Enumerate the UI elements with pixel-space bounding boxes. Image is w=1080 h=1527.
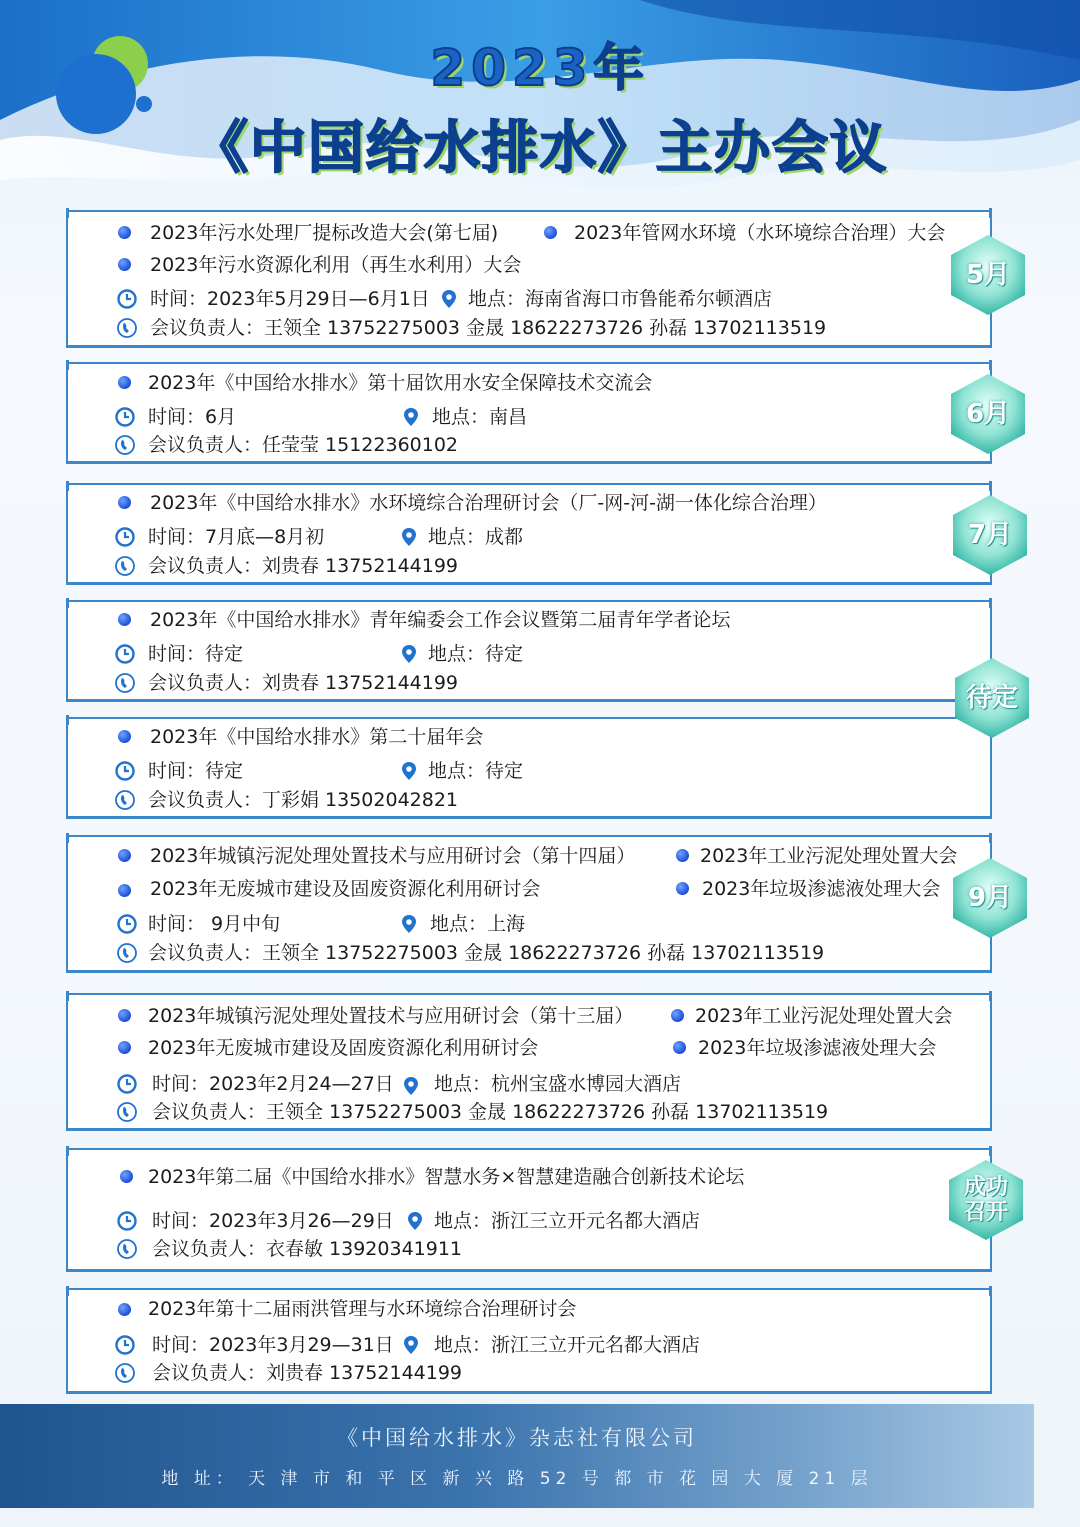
phone-icon — [116, 317, 138, 339]
clock-icon — [116, 288, 138, 310]
conference-card-february — [66, 993, 992, 1131]
bullet-dot-icon — [118, 613, 131, 626]
badge-label: 9月 — [967, 883, 1013, 913]
bullet-dot-icon — [676, 849, 689, 862]
badge-label: 6月 — [965, 399, 1011, 429]
conference-place: 地点：浙江三立开元名都大酒店 — [434, 1334, 701, 1356]
conference-time: 时间：2023年5月29日—6月1日 — [150, 288, 430, 310]
conference-contact: 会议负责人：衣春敏 13920341911 — [152, 1238, 463, 1260]
conference-card-september — [66, 835, 992, 973]
conference-topic: 2023年工业污泥处理处置大会 — [695, 1005, 953, 1027]
conference-contact: 会议负责人：刘贵春 13752144199 — [148, 672, 459, 694]
conference-place: 地点：待定 — [428, 760, 524, 782]
conference-card-june — [66, 362, 992, 464]
badge-tbd — [950, 656, 1034, 740]
conference-time: 时间：2023年3月26—29日 — [152, 1210, 394, 1232]
conference-topic: 2023年《中国给水排水》青年编委会工作会议暨第二届青年学者论坛 — [150, 609, 731, 631]
badge-september — [948, 856, 1032, 940]
conference-time: 时间： 9月中旬 — [148, 913, 281, 935]
conference-place: 地点：成都 — [428, 526, 524, 548]
conference-place: 地点：上海 — [430, 913, 526, 935]
conference-topic: 2023年《中国给水排水》水环境综合治理研讨会（厂-网-河-湖一体化综合治理） — [150, 492, 827, 514]
conference-time: 时间：待定 — [148, 643, 244, 665]
conference-card-youth-forum — [66, 600, 992, 702]
phone-icon — [114, 789, 136, 811]
clock-icon — [114, 760, 136, 782]
conference-contact: 会议负责人：任莹莹 15122360102 — [148, 434, 459, 456]
badge-held — [944, 1158, 1028, 1242]
bullet-dot-icon — [118, 884, 131, 897]
clock-icon — [114, 643, 136, 665]
bullet-dot-icon — [118, 1009, 131, 1022]
conference-time: 时间：6月 — [148, 406, 237, 428]
conference-topic: 2023年无废城市建设及固废资源化利用研讨会 — [148, 1037, 539, 1059]
conference-place: 地点：浙江三立开元名都大酒店 — [434, 1210, 701, 1232]
conference-topic: 2023年《中国给水排水》第十届饮用水安全保障技术交流会 — [148, 372, 653, 394]
location-pin-icon — [400, 406, 422, 428]
conference-card-july — [66, 483, 992, 585]
conference-contact: 会议负责人：王领全 13752275003 金晟 18622273726 孙磊 13702113519 — [152, 1101, 829, 1123]
conference-topic: 2023年污水处理厂提标改造大会(第七届) — [150, 222, 499, 244]
clock-icon — [114, 526, 136, 548]
conference-card-may — [66, 210, 992, 348]
conference-time: 时间：7月底—8月初 — [148, 526, 325, 548]
conference-place: 地点：杭州宝盛水博园大酒店 — [434, 1073, 682, 1095]
phone-icon — [116, 1238, 138, 1260]
bullet-dot-icon — [544, 226, 557, 239]
conference-topic: 2023年管网水环境（水环境综合治理）大会 — [574, 222, 946, 244]
conference-topic: 2023年城镇污泥处理处置技术与应用研讨会（第十四届） — [150, 845, 636, 867]
clock-icon — [116, 1073, 138, 1095]
location-pin-icon — [398, 760, 420, 782]
title-block — [0, 28, 1080, 184]
footer-company: 《中国给水排水》杂志社有限公司 — [337, 1426, 697, 1450]
badge-label: 5月 — [965, 260, 1011, 290]
location-pin-icon — [400, 1075, 422, 1097]
conference-topic: 2023年污水资源化利用（再生水利用）大会 — [150, 254, 522, 276]
location-pin-icon — [398, 526, 420, 548]
phone-icon — [116, 1101, 138, 1123]
badge-label: 成功召开 — [963, 1175, 1008, 1225]
bullet-dot-icon — [118, 1041, 131, 1054]
conference-topic: 2023年垃圾渗滤液处理大会 — [698, 1037, 937, 1059]
conference-topic: 2023年第十二届雨洪管理与水环境综合治理研讨会 — [148, 1298, 577, 1320]
conference-place: 地点：待定 — [428, 643, 524, 665]
conference-contact: 会议负责人：刘贵春 13752144199 — [148, 555, 459, 577]
conference-contact: 会议负责人：丁彩娟 13502042821 — [148, 789, 459, 811]
badge-may — [946, 233, 1030, 317]
bullet-dot-icon — [118, 226, 131, 239]
bullet-dot-icon — [118, 376, 131, 389]
location-pin-icon — [398, 643, 420, 665]
conference-time: 时间：2023年2月24—27日 — [152, 1073, 394, 1095]
conference-topic: 2023年无废城市建设及固废资源化利用研讨会 — [150, 878, 541, 900]
phone-icon — [116, 942, 138, 964]
bullet-dot-icon — [118, 849, 131, 862]
location-pin-icon — [400, 1334, 422, 1356]
conference-topic: 2023年垃圾渗滤液处理大会 — [702, 878, 941, 900]
page-title: 《中国给水排水》主办会议 — [192, 116, 888, 181]
conference-time: 时间：2023年3月29—31日 — [152, 1334, 394, 1356]
conference-topic: 2023年《中国给水排水》第二十届年会 — [150, 726, 484, 748]
footer-address: 地 址： 天 津 市 和 平 区 新 兴 路 52 号 都 市 花 园 大 厦 21 层 — [161, 1469, 873, 1489]
bullet-dot-icon — [118, 730, 131, 743]
phone-icon — [114, 672, 136, 694]
conference-contact: 会议负责人：刘贵春 13752144199 — [152, 1362, 463, 1384]
conference-time: 时间：待定 — [148, 760, 244, 782]
location-pin-icon — [398, 913, 420, 935]
conference-card-stormwater — [66, 1288, 992, 1394]
bullet-dot-icon — [676, 882, 689, 895]
conference-place: 地点：南昌 — [432, 406, 528, 428]
conference-topic: 2023年城镇污泥处理处置技术与应用研讨会（第十三届） — [148, 1005, 634, 1027]
footer — [0, 1404, 1034, 1508]
clock-icon — [114, 406, 136, 428]
badge-label: 待定 — [965, 683, 1018, 713]
bullet-dot-icon — [120, 1170, 133, 1183]
conference-place: 地点：海南省海口市鲁能希尔顿酒店 — [468, 288, 773, 310]
location-pin-icon — [404, 1210, 426, 1232]
clock-icon — [116, 913, 138, 935]
bullet-dot-icon — [671, 1009, 684, 1022]
bullet-dot-icon — [118, 496, 131, 509]
conference-topic: 2023年第二届《中国给水排水》智慧水务×智慧建造融合创新技术论坛 — [148, 1166, 745, 1188]
phone-icon — [114, 434, 136, 456]
bullet-dot-icon — [673, 1041, 686, 1054]
phone-icon — [114, 1362, 136, 1384]
badge-july — [948, 493, 1032, 577]
conference-contact: 会议负责人：王领全 13752275003 金晟 18622273726 孙磊 13702113519 — [150, 317, 827, 339]
clock-icon — [116, 1210, 138, 1232]
badge-june — [946, 372, 1030, 456]
conference-topic: 2023年工业污泥处理处置大会 — [700, 845, 958, 867]
bullet-dot-icon — [118, 1303, 131, 1316]
title-year: 2023年 — [430, 39, 650, 97]
bullet-dot-icon — [118, 258, 131, 271]
conference-card-annual — [66, 717, 992, 819]
conference-card-smart-water — [66, 1148, 992, 1272]
conference-contact: 会议负责人：王领全 13752275003 金晟 18622273726 孙磊 13702113519 — [148, 942, 825, 964]
clock-icon — [114, 1334, 136, 1356]
location-pin-icon — [438, 288, 460, 310]
phone-icon — [114, 555, 136, 577]
badge-label: 7月 — [967, 520, 1013, 550]
